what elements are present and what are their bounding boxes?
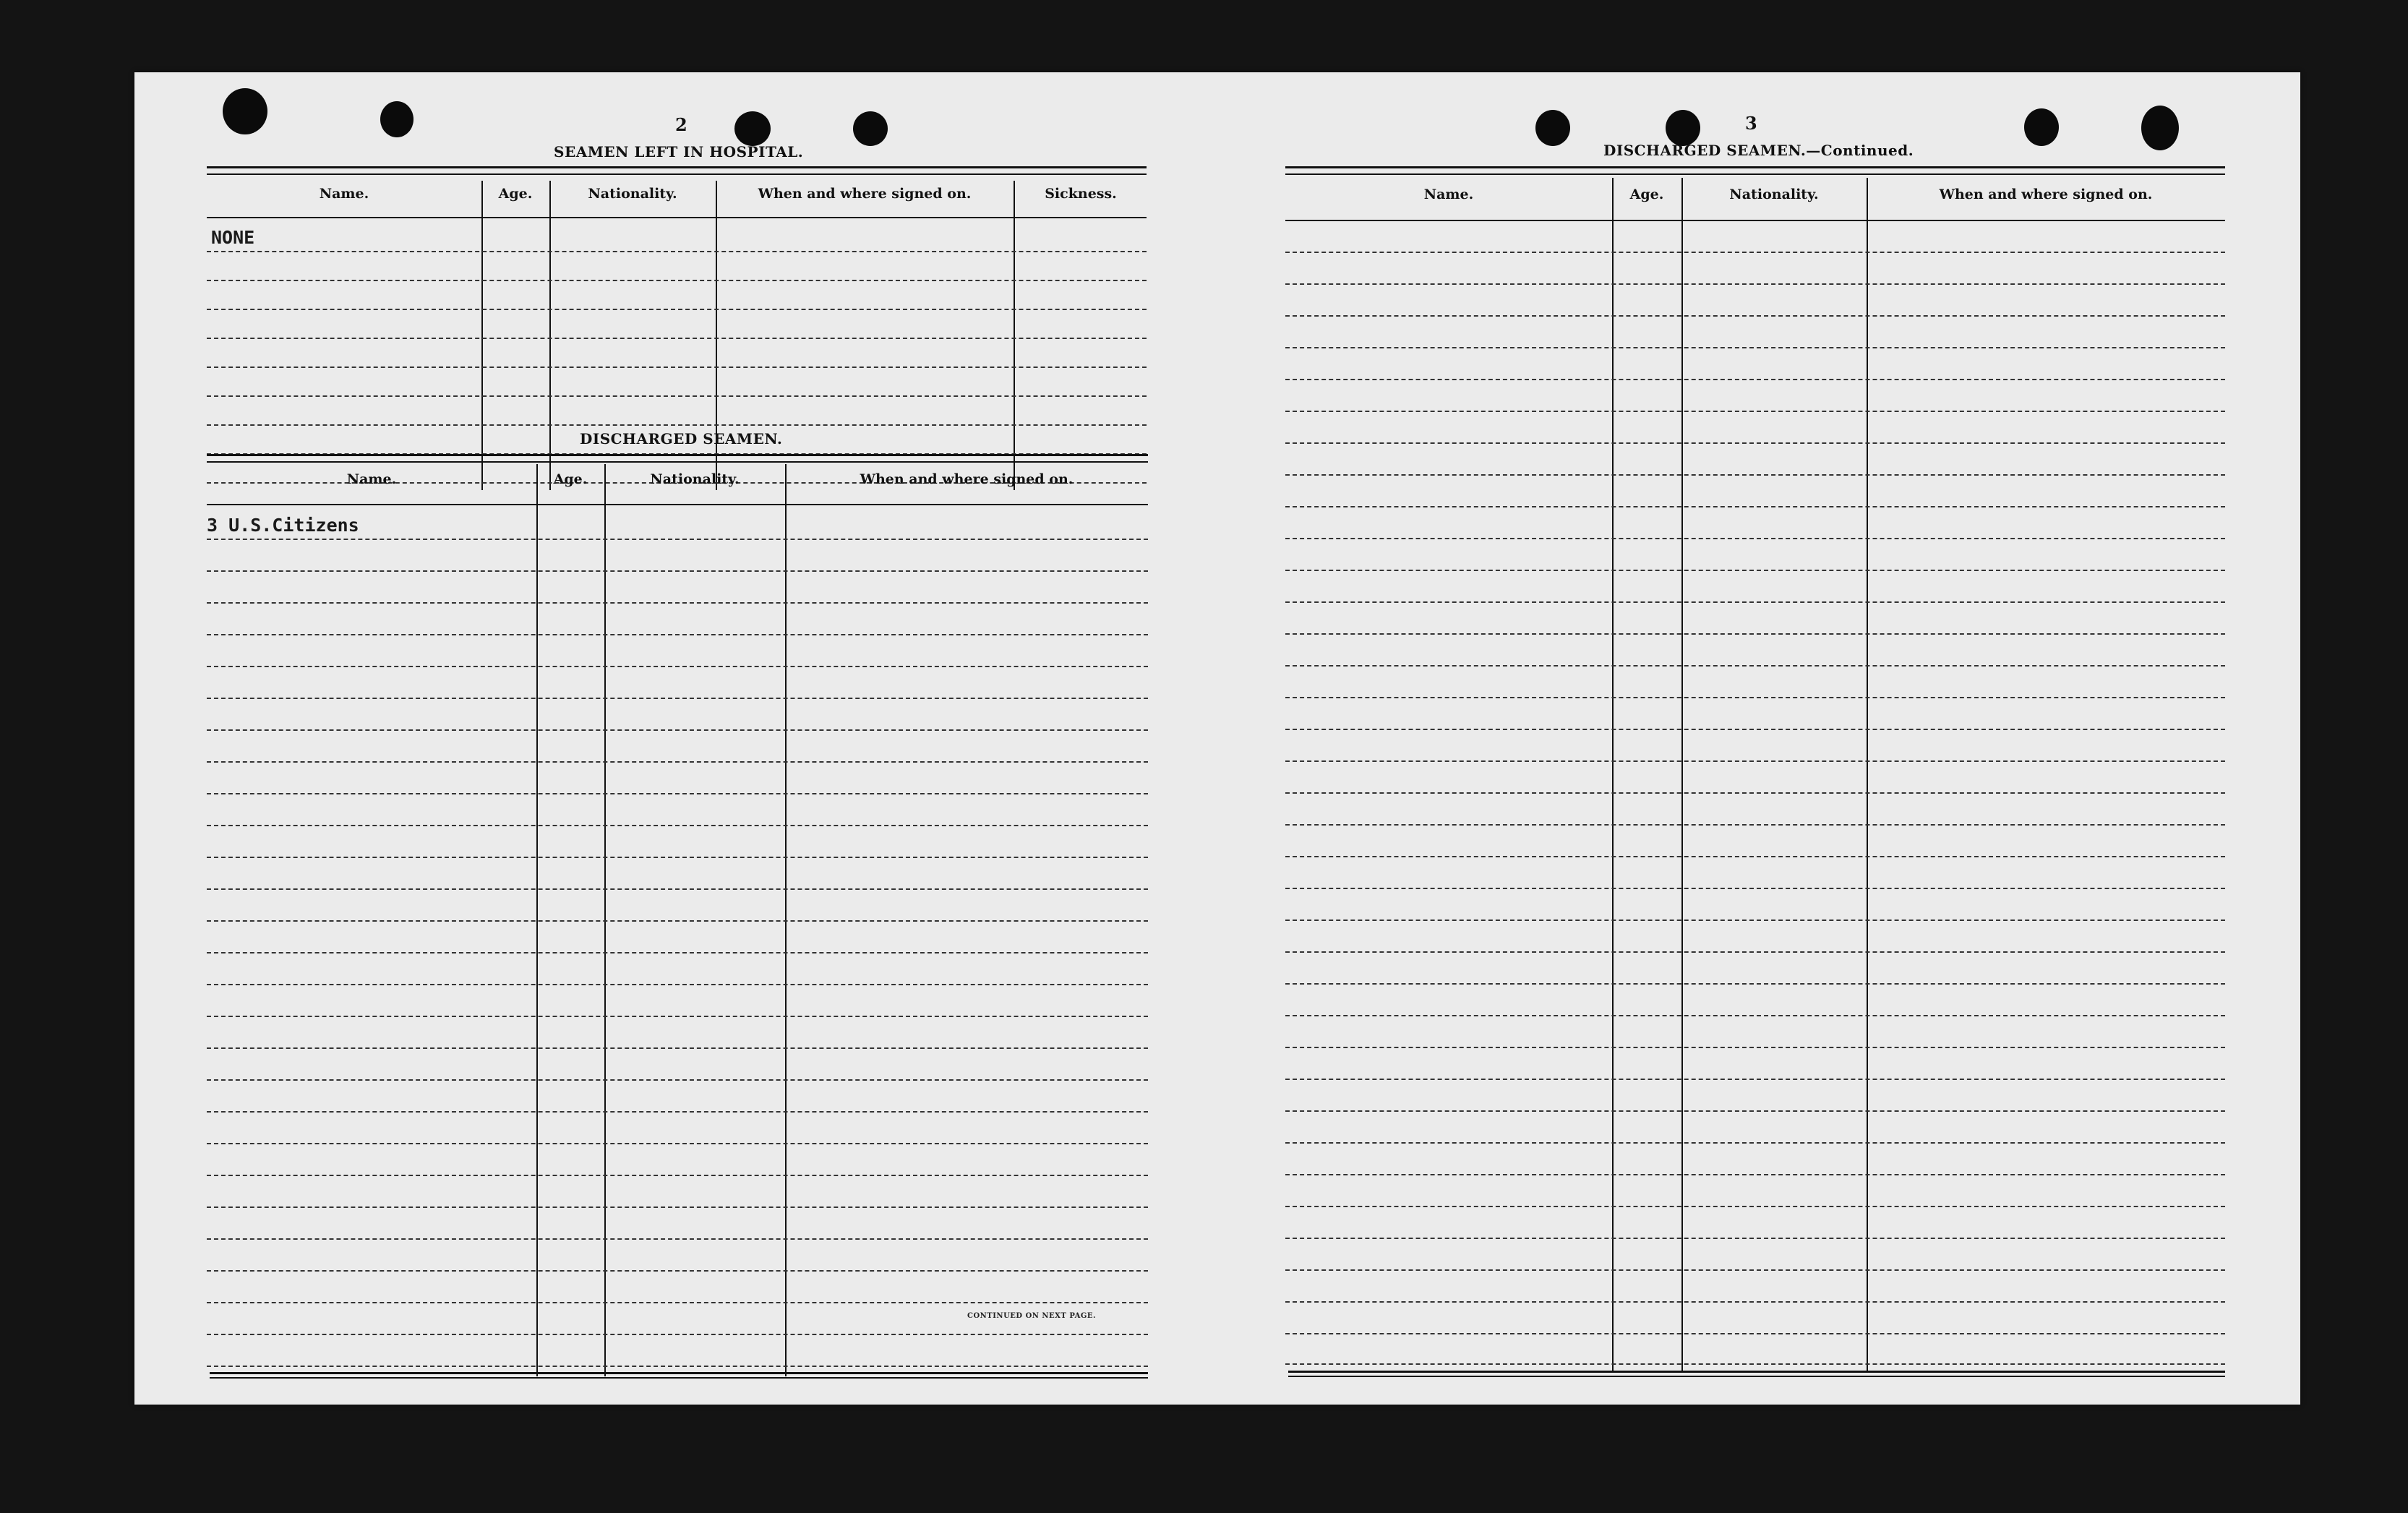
entry-line	[1285, 347, 2225, 348]
entry-line	[1285, 1363, 2225, 1365]
entry-line	[207, 1270, 1148, 1272]
entry-line	[1285, 506, 2225, 507]
page-number: 2	[675, 114, 687, 135]
hospital-header-rule	[207, 217, 1147, 218]
hospital-col-sickness: Sickness.	[1045, 186, 1117, 202]
right-header-rule	[1285, 220, 2225, 221]
entry-line	[1285, 1333, 2225, 1334]
discharged-table-top-rule	[207, 454, 1148, 463]
entry-line	[207, 888, 1148, 890]
column-divider	[481, 181, 483, 490]
entry-line	[1285, 1301, 2225, 1303]
entry-line	[207, 251, 1147, 252]
column-divider	[1612, 178, 1614, 1372]
entry-line	[1285, 760, 2225, 762]
entry-line	[207, 634, 1148, 635]
entry-line	[207, 367, 1147, 368]
entry-line	[207, 424, 1147, 426]
hospital-entry: NONE	[211, 227, 255, 248]
entry-line	[207, 1206, 1148, 1208]
punch-hole	[1535, 110, 1570, 146]
right-table-top-rule	[1285, 166, 2225, 175]
continued-section-title: DISCHARGED SEAMEN.—Continued.	[1603, 142, 1914, 159]
page-number: 3	[1745, 113, 1757, 134]
hospital-table-top-rule	[207, 166, 1147, 175]
entry-line	[1285, 1142, 2225, 1144]
right-col-name: Name.	[1423, 187, 1474, 202]
hospital-section-title: SEAMEN LEFT IN HOSPITAL.	[554, 143, 804, 160]
entry-line	[1285, 283, 2225, 285]
hospital-col-signed-on: When and where signed on.	[758, 186, 972, 202]
entry-line	[1285, 252, 2225, 253]
punch-hole	[734, 111, 771, 146]
entry-line	[207, 1238, 1148, 1240]
discharged-col-name: Name.	[346, 471, 397, 487]
punch-hole	[2141, 106, 2179, 150]
entry-line	[1285, 983, 2225, 985]
right-col-nationality: Nationality.	[1729, 187, 1819, 202]
discharged-col-nationality: Nationality.	[650, 471, 740, 487]
entry-line	[207, 729, 1148, 731]
punch-hole	[1666, 110, 1700, 146]
entry-line	[207, 1302, 1148, 1303]
entry-line	[207, 761, 1148, 763]
entry-line	[1285, 1015, 2225, 1016]
entry-line	[1285, 474, 2225, 476]
entry-line	[207, 666, 1148, 667]
entry-line	[1285, 1047, 2225, 1048]
discharged-section-title: DISCHARGED SEAMEN.	[580, 430, 783, 447]
entry-line	[1285, 411, 2225, 412]
entry-line	[1285, 1079, 2225, 1080]
entry-line	[207, 309, 1147, 310]
entry-line	[207, 1079, 1148, 1081]
entry-line	[207, 1047, 1148, 1049]
entry-line	[1285, 601, 2225, 603]
entry-line	[207, 280, 1147, 281]
entry-line	[207, 952, 1148, 953]
punch-hole	[380, 101, 414, 137]
entry-line	[207, 1175, 1148, 1176]
column-divider	[549, 181, 551, 490]
entry-line	[207, 825, 1148, 826]
entry-line	[207, 984, 1148, 985]
entry-line	[207, 920, 1148, 922]
discharged-table-bottom-rule	[210, 1372, 1148, 1379]
punch-hole	[2024, 108, 2059, 146]
continued-note: CONTINUED ON NEXT PAGE.	[967, 1312, 1097, 1320]
entry-line	[1285, 951, 2225, 953]
entry-line	[1285, 570, 2225, 571]
discharged-header-rule	[207, 504, 1148, 505]
entry-line	[1285, 1206, 2225, 1207]
entry-line	[207, 698, 1148, 699]
entry-line	[1285, 888, 2225, 889]
entry-line	[207, 1334, 1148, 1335]
entry-line	[207, 338, 1147, 339]
entry-line	[1285, 856, 2225, 857]
document-sheet	[134, 72, 2300, 1405]
hospital-col-name: Name.	[319, 186, 369, 202]
column-divider	[1681, 178, 1683, 1372]
entry-line	[207, 395, 1147, 397]
entry-line	[1285, 379, 2225, 380]
discharged-col-age: Age.	[553, 471, 588, 487]
entry-line	[207, 1366, 1148, 1367]
hospital-col-nationality: Nationality.	[588, 186, 677, 202]
entry-line	[207, 1016, 1148, 1017]
entry-line	[1285, 665, 2225, 667]
entry-line	[1285, 633, 2225, 635]
entry-line	[207, 1143, 1148, 1144]
entry-line	[1285, 1238, 2225, 1239]
entry-line	[1285, 1110, 2225, 1112]
punch-hole	[223, 88, 267, 134]
entry-line	[1285, 697, 2225, 698]
entry-line	[1285, 315, 2225, 317]
right-table-bottom-rule	[1288, 1371, 2225, 1377]
right-col-age: Age.	[1629, 187, 1664, 202]
punch-hole	[853, 111, 888, 146]
entry-line	[207, 793, 1148, 794]
right-col-signed-on: When and where signed on.	[1939, 187, 2153, 202]
discharged-entry: 3 U.S.Citizens	[207, 515, 359, 536]
entry-line	[1285, 792, 2225, 794]
entry-line	[207, 1111, 1148, 1113]
column-divider	[1014, 181, 1015, 490]
entry-line	[1285, 442, 2225, 444]
entry-line	[1285, 538, 2225, 539]
column-divider	[1867, 178, 1868, 1372]
entry-line	[1285, 824, 2225, 826]
entry-line	[207, 539, 1148, 540]
entry-line	[207, 570, 1148, 572]
entry-line	[1285, 1269, 2225, 1271]
entry-line	[1285, 920, 2225, 921]
hospital-col-age: Age.	[498, 186, 533, 202]
entry-line	[1285, 729, 2225, 730]
entry-line	[207, 602, 1148, 604]
discharged-col-signed-on: When and where signed on.	[860, 471, 1074, 487]
entry-line	[1285, 1174, 2225, 1175]
entry-line	[207, 857, 1148, 858]
